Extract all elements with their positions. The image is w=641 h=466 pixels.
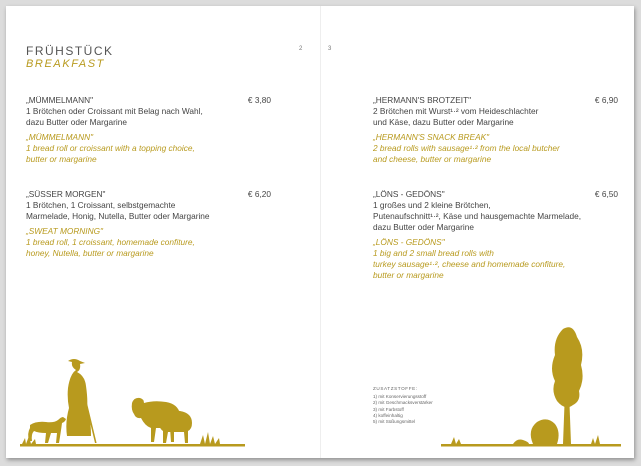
- additive-item: 4) koffeinhaltig: [373, 412, 403, 418]
- additive-item: 5) mit Süßungsmittel: [373, 419, 416, 425]
- tree-silhouette-icon: [441, 321, 626, 451]
- additive-item: 1) mit Konservierungsstoff: [373, 394, 427, 400]
- item-price: € 3,80: [247, 95, 271, 105]
- item-description-en-line: honey, Nutella, butter or margarine: [26, 248, 154, 258]
- page-title-en: BREAKFAST: [26, 58, 105, 70]
- additives-legend: [373, 386, 433, 425]
- item-name-en: „LÖNS - GEDÖNS": [373, 237, 445, 247]
- item-description-line: 1 Brötchen, 1 Croissant, selbstgemachte: [26, 200, 176, 210]
- item-description-en-line: 1 bread roll or croissant with a topping choice,: [26, 143, 195, 153]
- item-description-en-line: 1 big and 2 small bread rolls with: [373, 248, 494, 258]
- item-name: „LÖNS - GEDÖNS": [373, 189, 445, 199]
- item-name-en: „HERMANN'S SNACK BREAK": [373, 132, 490, 142]
- item-description-en-line: 1 bread roll, 1 croissant, homemade confiture,: [26, 237, 195, 247]
- shepherd-silhouette-icon: [20, 351, 250, 451]
- item-description-line: 1 großes und 2 kleine Brötchen,: [373, 200, 491, 210]
- menu-item: [373, 189, 618, 281]
- item-name: „MÜMMELMANN": [26, 95, 94, 105]
- page-title: FRÜHSTÜCK: [26, 44, 114, 58]
- item-description-line: Marmelade, Honig, Nutella, Butter oder Margarine: [26, 211, 210, 221]
- item-description-en-line: butter or margarine: [373, 270, 444, 280]
- additives-heading: ZUSATZSTOFFE:: [373, 386, 418, 391]
- item-price: € 6,90: [594, 95, 618, 105]
- item-description-en-line: butter or margarine: [26, 154, 97, 164]
- page-number-left: 2: [299, 46, 303, 52]
- item-name: „HERMANN'S BROTZEIT": [373, 95, 472, 105]
- page-fold: [320, 6, 321, 458]
- page-number-right: 3: [328, 46, 332, 52]
- item-name: „SÜSSER MORGEN": [26, 189, 106, 199]
- item-description-en-line: turkey sausage¹·², cheese and homemade confiture,: [373, 259, 566, 269]
- item-description-line: Putenaufschnitt¹·², Käse und hausgemachte Marmelade,: [373, 211, 581, 221]
- menu-item: [26, 189, 271, 259]
- item-name-en: „MÜMMELMANN": [26, 132, 94, 142]
- item-price: € 6,50: [594, 189, 618, 199]
- item-description-en-line: 2 bread rolls with sausage¹·² from the local butcher: [373, 143, 560, 153]
- item-description-line: und Käse, dazu Butter oder Margarine: [373, 117, 514, 127]
- menu-item: [26, 95, 271, 165]
- item-name-en: „SWEAT MORNING": [26, 226, 103, 236]
- additive-item: 3) mit Farbstoff: [373, 406, 404, 412]
- item-description-line: 1 Brötchen oder Croissant mit Belag nach Wahl,: [26, 106, 203, 116]
- additive-item: 2) mit Geschmacksverstärker: [373, 400, 433, 406]
- item-description-line: dazu Butter oder Margarine: [373, 222, 475, 232]
- menu-spread: [6, 6, 634, 458]
- item-description-line: 2 Brötchen mit Wurst¹·² vom Heideschlachter: [373, 106, 539, 116]
- item-price: € 6,20: [247, 189, 271, 199]
- menu-item: [373, 95, 618, 165]
- item-description-line: dazu Butter oder Margarine: [26, 117, 128, 127]
- item-description-en-line: and cheese, butter or margarine: [373, 154, 492, 164]
